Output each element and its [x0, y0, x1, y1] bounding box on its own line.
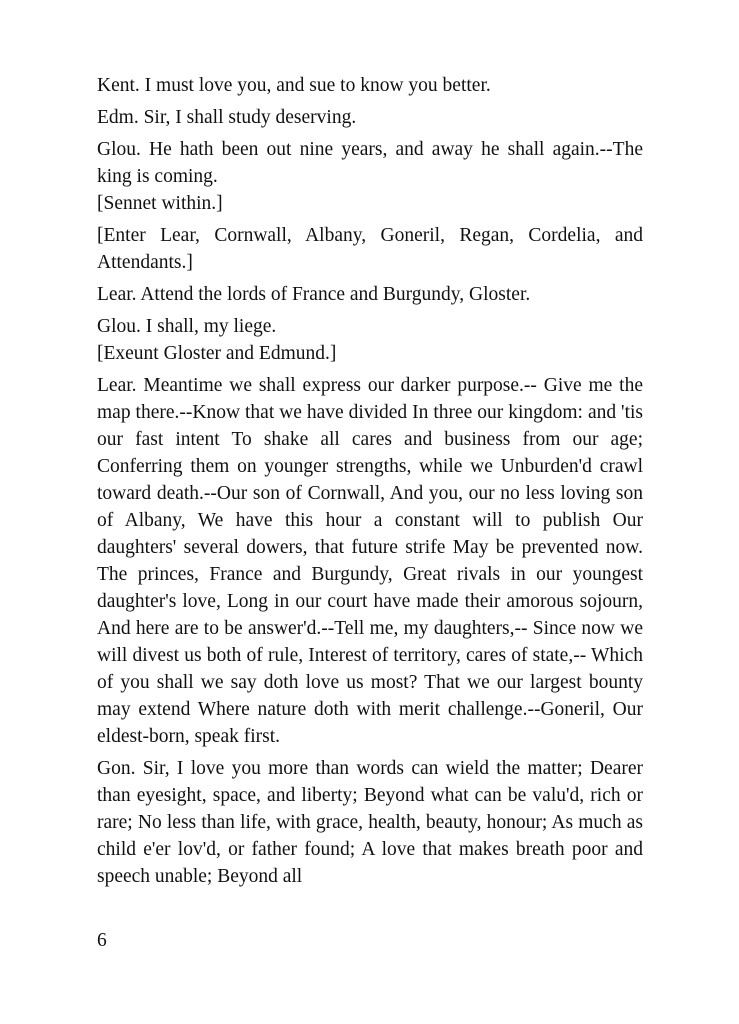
stage-direction-enter: [Enter Lear, Cornwall, Albany, Goneril, Regan, Cordelia, and Attendants.]: [97, 225, 643, 273]
paragraph-goneril: Gon. Sir, I love you more than words can wield the matter; Dearer than eyesight, space, and liberty; Beyond what can be valu'd, rich or rare; No less than life, with grace, health, beauty, honour; As much as child e'er lov'd, or father found; A love that makes breath poor and speech unable; Beyond all: [97, 758, 643, 887]
paragraph-lear-1: Lear. Attend the lords of France and Burgundy, Gloster.: [97, 284, 531, 305]
paragraph-edmund: Edm. Sir, I shall study deserving.: [97, 107, 357, 128]
paragraph-kent: Kent. I must love you, and sue to know you better.: [97, 75, 491, 96]
paragraph-gloster-2: Glou. I shall, my liege.: [97, 316, 277, 337]
stage-direction-sennet: [Sennet within.]: [97, 193, 223, 214]
paragraph-gloster-1: Glou. He hath been out nine years, and away he shall again.--The king is coming.: [97, 139, 643, 187]
page-body: [97, 72, 643, 895]
stage-direction-exeunt: [Exeunt Gloster and Edmund.]: [97, 343, 337, 364]
page-number: 6: [97, 930, 107, 951]
paragraph-lear-2: Lear. Meantime we shall express our darker purpose.-- Give me the map there.--Know that we have divided In three our kingdom: and 'tis our fast intent To shake all cares and business from our age; Conferring them on younger strengths, while we Unburden'd crawl toward death.--Our son of Cornwall, And you, our no less loving son of Albany, We have this hour a constant will to publish Our daughters' several dowers, that future strife May be prevented now. The princes, France and Burgundy, Great rivals in our youngest daughter's love, Long in our court have made their amorous sojourn, And here are to be answer'd.--Tell me, my daughters,-- Since now we will divest us both of rule, Interest of territory, cares of state,-- Which of you shall we say doth love us most? That we our largest bounty may extend Where nature doth with merit challenge.--Goneril, Our eldest-born, speak first.: [97, 375, 643, 747]
